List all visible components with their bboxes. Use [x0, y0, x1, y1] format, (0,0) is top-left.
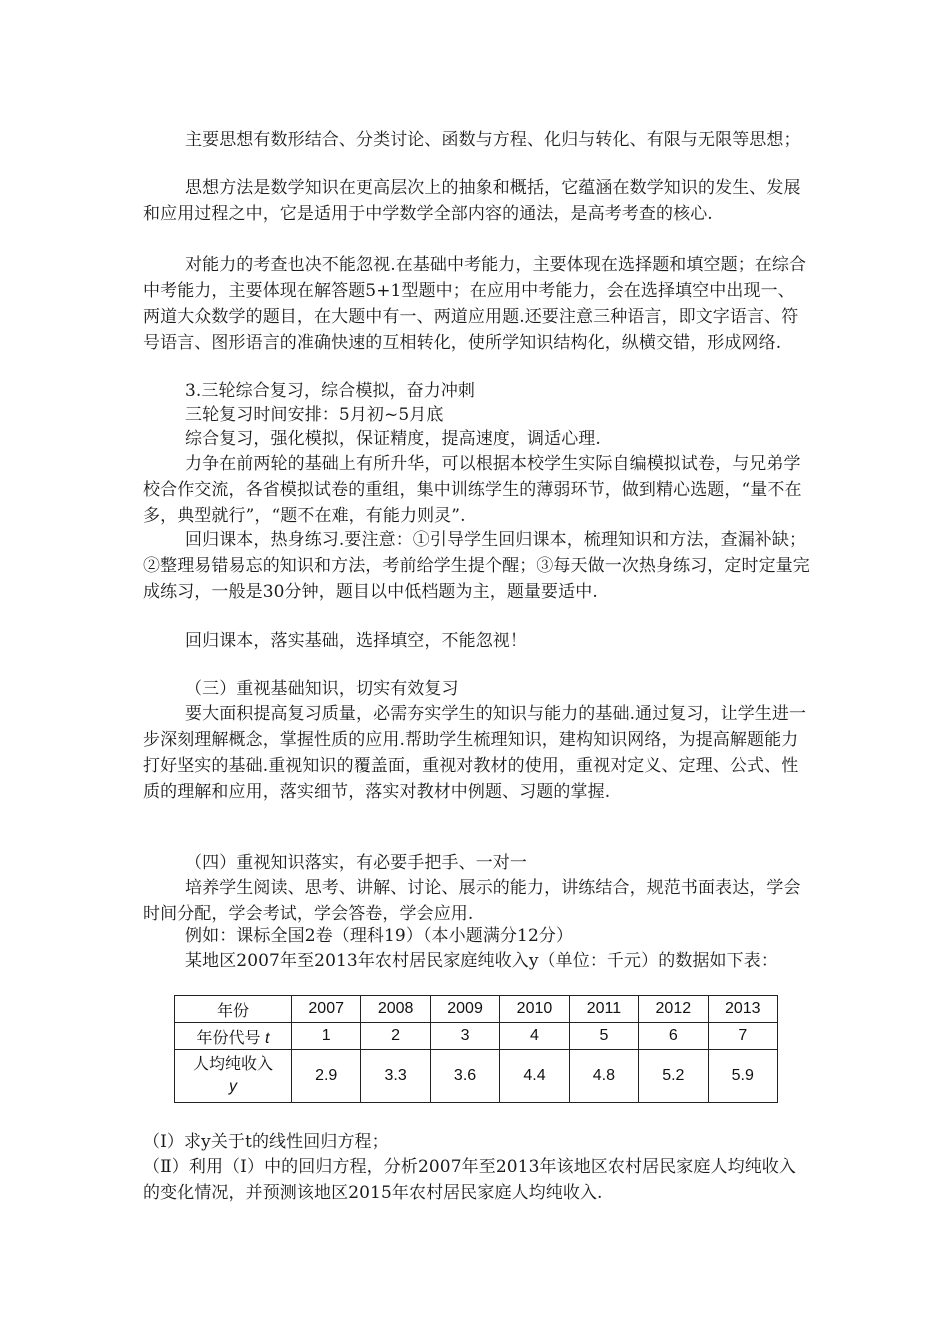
- paragraph-thinking-methods: 思想方法是数学知识在更高层次上的抽象和概括，它蕴涵在数学知识的发生、发展和应用过程之中，它是适用于中学数学全部内容的通法，是高考考查的核心.: [143, 178, 801, 224]
- variable-y: y: [229, 1078, 237, 1095]
- row-header-text: 人均纯收入: [192, 1056, 273, 1073]
- table-cell: 1: [292, 1023, 361, 1050]
- row-header-text: 年份代号: [196, 1029, 261, 1047]
- paragraph-foundation-reminder: 回归课本，落实基础，选择填空，不能忽视！: [185, 631, 527, 651]
- table-cell: 2: [361, 1023, 430, 1050]
- income-data-table: [174, 995, 778, 1103]
- table-cell: 3.6: [430, 1050, 499, 1103]
- paragraph-return-to-textbook: 回归课本，热身练习.要注意：①引导学生回归课本，梳理知识和方法，查漏补缺；②整理易错易忘的知识和方法，考前给学生提个醒；③每天做一次热身练习，定时定量完成练习，一般是30分钟，题目以中低档题为主，题量要适中.: [143, 530, 810, 602]
- paragraph-improvement: 力争在前两轮的基础上有所升华，可以根据本校学生实际自编模拟试卷，与兄弟学校合作交流，各省模拟试卷的重组，集中训练学生的薄弱环节，做到精心选题，“量不在多，典型就行”，“题不在难，有能力则灵”.: [143, 454, 802, 526]
- table-cell: 2009: [430, 996, 499, 1023]
- paragraph-basic-knowledge: 要大面积提高复习质量，必需夯实学生的知识与能力的基础.通过复习，让学生进一步深刻理解概念，掌握性质的应用.帮助学生梳理知识，建构知识网络，为提高解题能力打好坚实的基础.重视知识的覆盖面，重视对教材的使用，重视对定义、定理、公式、性质的理解和应用，落实细节，落实对教材中例题、习题的掌握.: [143, 704, 807, 802]
- table-row-year-codes: [175, 1023, 778, 1050]
- table-row-years: [175, 996, 778, 1023]
- section-heading-four: （四）重视知识落实，有必要手把手、一对一: [185, 853, 527, 873]
- table-row-header: [175, 1023, 292, 1050]
- section-heading-third-round: 3.三轮综合复习，综合模拟，奋力冲刺: [185, 381, 476, 401]
- table-cell: 2013: [708, 996, 777, 1023]
- paragraph-example-intro: 例如：课标全国2卷（理科19）（本小题满分12分）: [185, 926, 574, 946]
- paragraph-main-ideas: 主要思想有数形结合、分类讨论、函数与方程、化归与转化、有限与无限等思想；: [185, 130, 801, 150]
- table-cell: 7: [708, 1023, 777, 1050]
- table-cell: 3.3: [361, 1050, 430, 1103]
- paragraph-student-training: 培养学生阅读、思考、讲解、讨论、展示的能力，讲练结合，规范书面表达，学会时间分配，学会考试，学会答卷，学会应用.: [143, 878, 801, 924]
- table-row-income: [175, 1050, 778, 1103]
- table-cell: 5: [569, 1023, 638, 1050]
- table-cell: 4: [500, 1023, 569, 1050]
- table-cell: 5.2: [639, 1050, 708, 1103]
- table-cell: 2012: [639, 996, 708, 1023]
- paragraph-problem-statement: 某地区2007年至2013年农村居民家庭纯收入y（单位：千元）的数据如下表：: [185, 951, 778, 971]
- table-cell: 2008: [361, 996, 430, 1023]
- paragraph-ability-assessment: 对能力的考查也决不能忽视.在基础中考能力，主要体现在选择题和填空题；在综合中考能力，主要体现在解答题5+1型题中；在应用中考能力，会在选择填空中出现一、两道大众数学的题目，在大题中有一、两道应用题.还要注意三种语言，即文字语言、符号语言、图形语言的准确快速的互相转化，使所学知识结构化，纵横交错，形成网络.: [143, 255, 807, 353]
- section-heading-three: （三）重视基础知识，切实有效复习: [185, 679, 459, 699]
- table-row-header: [175, 1050, 292, 1103]
- table-cell: 2010: [500, 996, 569, 1023]
- paragraph-comprehensive-review: 综合复习，强化模拟，保证精度，提高速度，调适心理.: [185, 429, 601, 449]
- table-cell: 4.8: [569, 1050, 638, 1103]
- table-cell: 3: [430, 1023, 499, 1050]
- table-cell: 4.4: [500, 1050, 569, 1103]
- variable-t: t: [265, 1029, 270, 1047]
- paragraph-schedule: 三轮复习时间安排：5月初~5月底: [185, 405, 444, 425]
- table-cell: 2007: [292, 996, 361, 1023]
- table-cell: 2011: [569, 996, 638, 1023]
- table-cell: 5.9: [708, 1050, 777, 1103]
- table-cell: 6: [639, 1023, 708, 1050]
- table-cell: 2.9: [292, 1050, 361, 1103]
- question-part-one: （Ⅰ）求y关于t的线性回归方程；: [143, 1132, 389, 1152]
- table-row-header: 年份: [175, 996, 292, 1023]
- question-part-two: （Ⅱ）利用（Ⅰ）中的回归方程，分析2007年至2013年该地区农村居民家庭人均纯收入的变化情况，并预测该地区2015年农村居民家庭人均纯收入.: [143, 1157, 796, 1203]
